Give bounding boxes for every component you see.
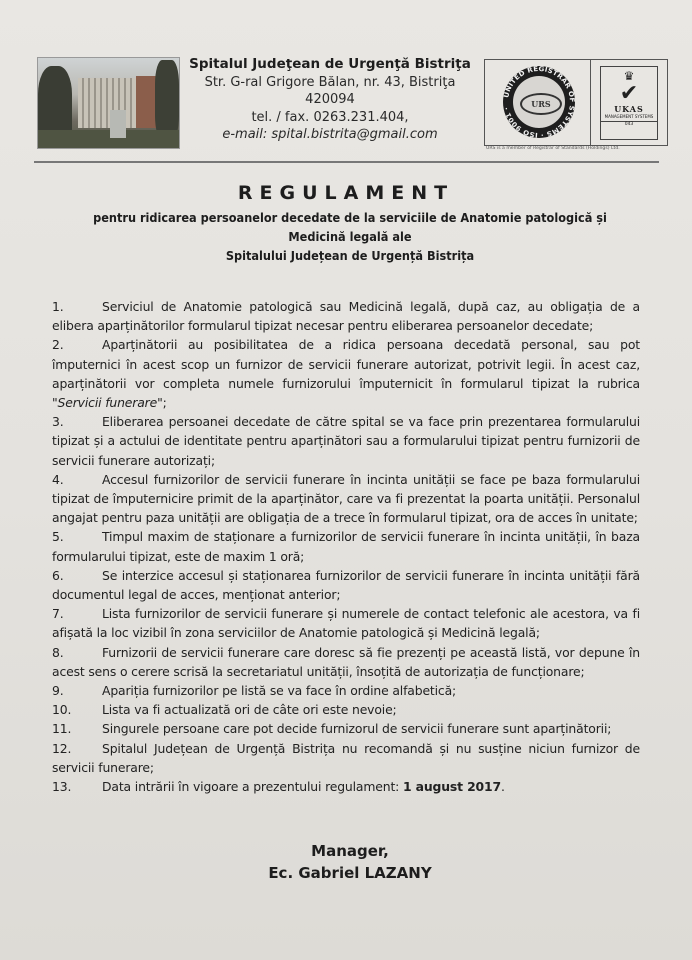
effective-date: 1 august 2017 [403,779,501,795]
certification-note: URS is a member of Registrar of Standards (Holdings) Ltd. [486,146,620,151]
signature-block [200,840,500,884]
checkmark-icon: ✔ [619,81,639,106]
item-text: Spitalul Județean de Urgență Bistrița nu recomandă și nu susține niciun furnizor de servicii funerare; [52,740,640,775]
item-text: Lista furnizorilor de servicii funerare și numerele de contact telefonic ale acestora, va fi afișată la loc vizibil în zona serviciilor de Anatomie patologică și Medicină legală; [52,606,640,641]
regulation-item-7 [52,604,640,642]
item-text: Serviciul de Anatomie patologică sau Medicină legală, după caz, au obligația de a elibera aparținătorilor formularul tipizat necesar pentru eliberarea persoanelor decedate; [52,299,640,334]
item-number: 12. [52,740,72,756]
item-number: 4. [52,471,64,487]
regulation-item-11 [52,719,640,738]
regulation-list [52,297,640,796]
subtitle-line: Medicină legală ale [288,229,412,244]
regulation-item-2 [52,335,640,412]
urs-ring-text-path: UNITED REGISTRAR OF SYSTEMS · ISO 9001 · [502,64,577,140]
subtitle-line: pentru ridicarea persoanelor decedate de la serviciile de Anatomie patologică și [93,210,607,225]
regulation-item-6 [52,566,640,604]
hospital-address: Str. G-ral Grigore Bălan, nr. 43, Bistriţa [204,74,456,90]
item-number: 1. [52,299,64,314]
item-text: Aparținătorii au posibilitatea de a ridica persoana decedată personal, sau pot împuternici în acest scop un furnizor de servicii funerare autorizat, potrivit legii. În acest caz, aparținătorii vor completa numele furnizorului împuternicit în formularul tipizat la rubrica [52,337,640,391]
signature-role: Manager, [311,842,389,860]
item-number: 11. [52,721,72,737]
item-number: 3. [52,414,64,430]
hospital-photo [37,57,180,149]
item-text: Furnizorii de servicii funerare care doresc să fie prezenți pe această listă, vor depune în acest sens o cerere scrisă la secretariatul unității, însoțită de autorizația de funcționare; [52,644,640,679]
item-number: 10. [52,702,72,718]
item-text: Eliberarea persoanei decedate de către spital se va face prin prezentarea formularului tipizat și a actului de identitate pentru aparținători sau a formularului tipizat pentru furnizorii de servicii funerare autorizați; [52,414,640,468]
regulation-item-4 [52,470,640,528]
regulation-item-12 [52,739,640,777]
item-text: Se interzice accesul și staționarea furnizorilor de servicii funerare în incinta unității fără documentul legal de acces, menționat anterior; [52,567,640,603]
item-text: Lista va fi actualizată ori de câte ori este nevoie; [102,702,397,718]
item-number: 6. [52,567,64,583]
urs-ring [503,66,575,138]
ukas-subtitle: MANAGEMENT SYSTEMS [604,114,654,119]
regulation-item-8 [52,643,640,681]
item-text: Data intrării în vigoare a prezentului regulament: [102,779,403,795]
signature-name: Ec. Gabriel LAZANY [268,864,432,882]
hospital-postal-code: 420094 [305,92,355,107]
crown-icon: ♛ [623,69,635,83]
regulation-item-13 [52,777,640,796]
hospital-letterhead [180,56,480,144]
urs-ring-text [502,65,576,139]
item-number: 2. [52,337,64,353]
item-number: 7. [52,606,64,622]
regulation-item-10 [52,700,640,719]
item-text-tail: ; [162,395,167,411]
item-text: Accesul furnizorilor de servicii funerare în incinta unității se face pe baza formularului tipizat de împuternicire primit de la aparținător, care va fi prezentat la poarta unității. Personalul angajat pentru paza unității are obligația de a trece în formularul tipizat, ora de acces în unitate; [52,471,640,526]
item-number: 5. [52,529,64,545]
ukas-label: UKAS [614,104,644,114]
urs-label: URS [520,93,562,115]
item-text: Apariția furnizorilor pe listă se va face în ordine alfabetică; [102,683,457,699]
item-number: 9. [52,683,64,699]
hospital-email: e-mail: spital.bistrita@gmail.com [222,127,438,142]
subtitle-line: Spitalului Județean de Urgență Bistrița [225,248,475,263]
item-number: 13. [52,779,72,795]
document-subtitle [40,208,660,265]
item-text-tail: . [500,779,505,795]
item-number: 8. [52,644,64,660]
ukas-logo-icon [600,66,658,140]
regulation-item-1 [52,297,640,335]
hospital-phone: tel. / fax. 0263.231.404, [251,109,409,125]
header-divider [34,161,659,163]
ukas-number: 043 [601,121,657,128]
document-title: REGULAMENT [237,182,455,204]
hospital-name: Spitalul Judeţean de Urgenţă Bistriţa [189,56,471,72]
item-text: Timpul maxim de staționare a furnizorilor de servicii funerare în incinta unității, în baza formularului tipizat, este de maxim 1 oră; [52,529,640,564]
item-italic-text: "Servicii funerare" [52,395,163,411]
regulation-item-9 [52,681,640,700]
regulation-item-3 [52,412,640,470]
urs-iso9001-seal-icon [503,66,575,138]
regulation-item-5 [52,527,640,565]
item-text: Singurele persoane care pot decide furnizorul de servicii funerare sunt aparținătorii; [102,721,612,737]
certification-logos [484,59,668,146]
